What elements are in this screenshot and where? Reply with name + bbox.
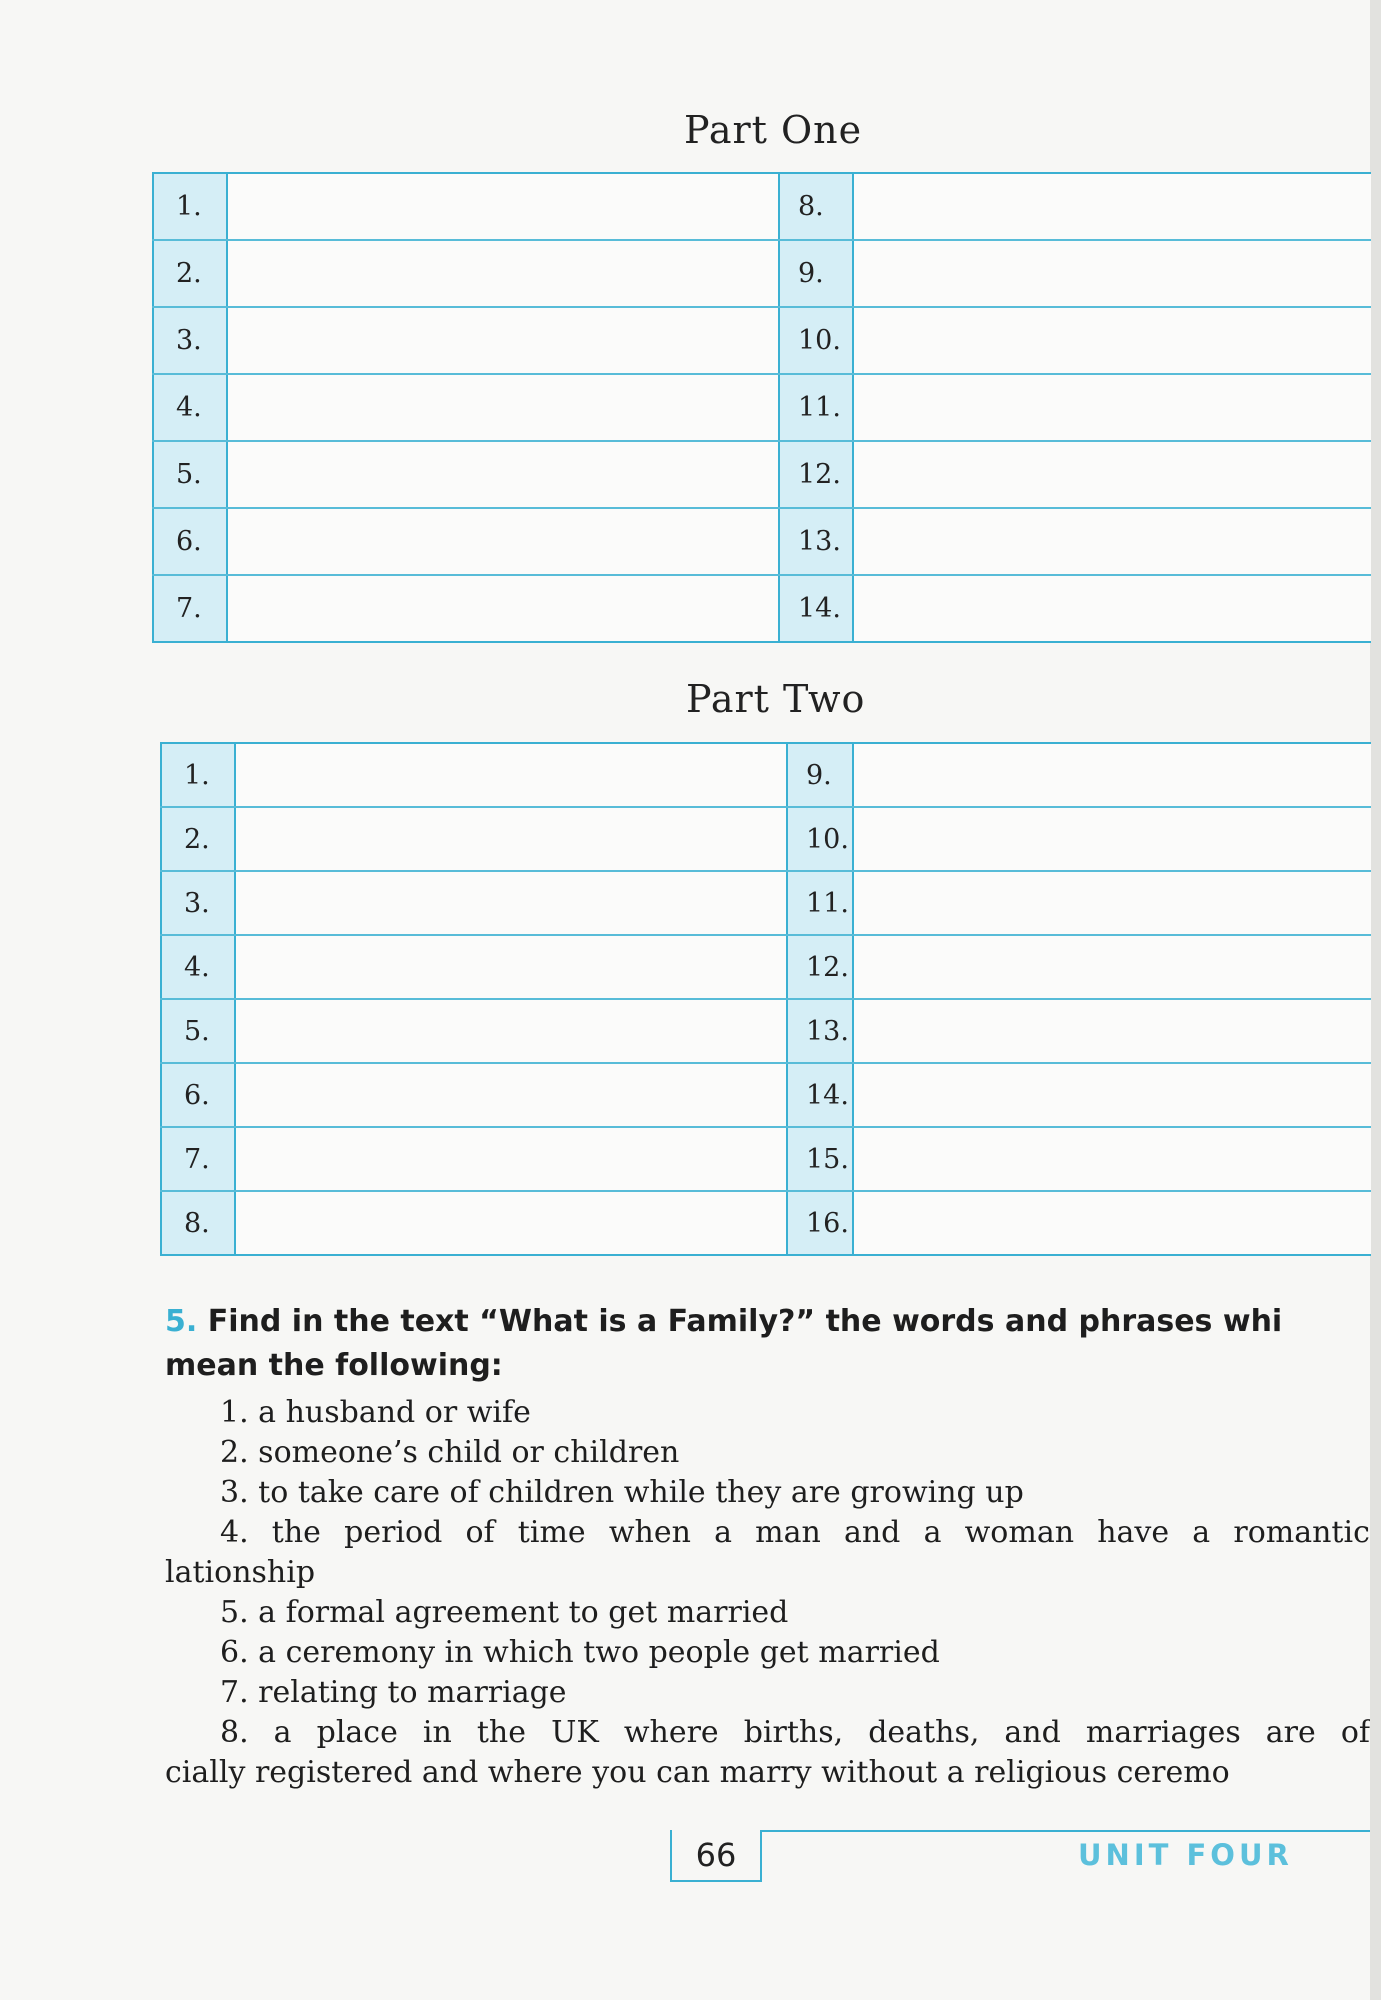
item-number: 2. xyxy=(220,1435,249,1470)
row-number-left: 6. xyxy=(161,1063,235,1127)
item-word: are xyxy=(1265,1715,1316,1750)
row-number-left: 5. xyxy=(161,999,235,1063)
row-number-right: 10. xyxy=(779,307,853,374)
item-text: a ceremony in which two people get married xyxy=(258,1635,940,1670)
table-row xyxy=(161,1063,1371,1127)
item-text: to take care of children while they are growing up xyxy=(258,1475,1024,1510)
row-number-right: 12. xyxy=(787,935,853,999)
row-number-left: 3. xyxy=(161,871,235,935)
item-word: of xyxy=(465,1515,495,1550)
instruction-line-1: Find in the text “What is a Family?” the words and phrases whi xyxy=(207,1304,1283,1339)
list-item xyxy=(165,1713,1370,1753)
answer-blank-left[interactable] xyxy=(235,1191,787,1255)
table-row xyxy=(161,1127,1371,1191)
item-word: a xyxy=(1192,1515,1211,1550)
item-number: 5. xyxy=(220,1595,249,1630)
row-number-left: 1. xyxy=(161,743,235,807)
table-row xyxy=(153,441,1371,508)
item-word: and xyxy=(1004,1715,1061,1750)
table-row xyxy=(161,743,1371,807)
item-word: of xyxy=(1340,1715,1370,1750)
answer-blank-right[interactable] xyxy=(853,441,1371,508)
item-word: a xyxy=(273,1715,292,1750)
answer-blank-right[interactable] xyxy=(853,999,1371,1063)
row-number-right: 13. xyxy=(787,999,853,1063)
item-number: 8. xyxy=(220,1715,249,1750)
row-number-right: 9. xyxy=(787,743,853,807)
unit-label: UNIT FOUR xyxy=(1078,1838,1293,1872)
table-row xyxy=(153,173,1371,240)
row-number-right: 12. xyxy=(779,441,853,508)
row-number-left: 6. xyxy=(153,508,227,575)
answer-blank-right[interactable] xyxy=(853,871,1371,935)
instruction-line-2: mean the following: xyxy=(165,1348,503,1383)
item-text: relating to marriage xyxy=(258,1675,567,1710)
item-text: a formal agreement to get married xyxy=(258,1595,789,1630)
list-item xyxy=(165,1593,1370,1633)
answer-blank-left[interactable] xyxy=(227,173,779,240)
item-text: someone’s child or children xyxy=(258,1435,680,1470)
item-word: and xyxy=(843,1515,901,1550)
table-row xyxy=(153,307,1371,374)
item-number: 4. xyxy=(220,1515,249,1550)
table-row xyxy=(161,935,1371,999)
item-word: UK xyxy=(551,1715,599,1750)
row-number-right: 14. xyxy=(779,575,853,642)
answer-blank-left[interactable] xyxy=(235,999,787,1063)
answer-blank-left[interactable] xyxy=(227,307,779,374)
item-word: woman xyxy=(964,1515,1075,1550)
table-row xyxy=(161,807,1371,871)
row-number-right: 11. xyxy=(787,871,853,935)
item-word: have xyxy=(1097,1515,1170,1550)
row-number-right: 15. xyxy=(787,1127,853,1191)
part-one-title: Part One xyxy=(684,108,863,152)
list-item xyxy=(165,1673,1370,1713)
answer-blank-right[interactable] xyxy=(853,173,1371,240)
item-number: 3. xyxy=(220,1475,249,1510)
row-number-right: 9. xyxy=(779,240,853,307)
answer-blank-right[interactable] xyxy=(853,575,1371,642)
table-row xyxy=(161,1191,1371,1255)
table-row xyxy=(161,871,1371,935)
item-word: a xyxy=(714,1515,732,1550)
row-number-right: 11. xyxy=(779,374,853,441)
item-word: time xyxy=(517,1515,586,1550)
table-row xyxy=(153,374,1371,441)
item-word: births, xyxy=(743,1715,844,1750)
item-word: period xyxy=(344,1515,443,1550)
item-word: romantic xyxy=(1233,1515,1370,1550)
row-number-left: 7. xyxy=(153,575,227,642)
answer-blank-right[interactable] xyxy=(853,307,1371,374)
list-item xyxy=(165,1393,1370,1433)
answer-blank-left[interactable] xyxy=(227,240,779,307)
item-word: in xyxy=(422,1715,452,1750)
table-row xyxy=(161,999,1371,1063)
row-number-right: 8. xyxy=(779,173,853,240)
row-number-left: 4. xyxy=(161,935,235,999)
answer-blank-left[interactable] xyxy=(227,508,779,575)
row-number-right: 10. xyxy=(787,807,853,871)
item-number: 7. xyxy=(220,1675,249,1710)
answer-blank-right[interactable] xyxy=(853,807,1371,871)
exercise-number: 5. xyxy=(165,1304,198,1339)
row-number-left: 3. xyxy=(153,307,227,374)
table-row xyxy=(153,508,1371,575)
answer-blank-left[interactable] xyxy=(235,871,787,935)
item-word: marriages xyxy=(1085,1715,1241,1750)
item-word: when xyxy=(608,1515,691,1550)
footer-rule xyxy=(670,1830,1370,1832)
exercise-5-instruction xyxy=(165,1300,1365,1388)
part-two-title: Part Two xyxy=(686,677,866,721)
list-item-continuation: cially registered and where you can marry without a religious ceremo xyxy=(165,1755,1230,1790)
item-number: 6. xyxy=(220,1635,249,1670)
row-number-left: 4. xyxy=(153,374,227,441)
list-item xyxy=(165,1633,1370,1673)
row-number-left: 2. xyxy=(153,240,227,307)
answer-blank-right[interactable] xyxy=(853,1191,1371,1255)
row-number-right: 16. xyxy=(787,1191,853,1255)
answer-blank-left[interactable] xyxy=(227,441,779,508)
list-item xyxy=(165,1473,1370,1513)
part-one-table xyxy=(152,172,1371,643)
answer-blank-right[interactable] xyxy=(853,508,1371,575)
row-number-right: 13. xyxy=(779,508,853,575)
answer-blank-left[interactable] xyxy=(235,807,787,871)
answer-blank-right[interactable] xyxy=(853,1063,1371,1127)
item-word: the xyxy=(271,1515,321,1550)
row-number-right: 14. xyxy=(787,1063,853,1127)
table-row xyxy=(153,240,1371,307)
list-item xyxy=(165,1433,1370,1473)
item-word: deaths, xyxy=(868,1715,980,1750)
answer-blank-left[interactable] xyxy=(235,1063,787,1127)
item-word: man xyxy=(755,1515,821,1550)
answer-blank-right[interactable] xyxy=(853,935,1371,999)
answer-blank-right[interactable] xyxy=(853,743,1371,807)
table-row xyxy=(153,575,1371,642)
answer-blank-left[interactable] xyxy=(235,1127,787,1191)
item-word: place xyxy=(316,1715,398,1750)
row-number-left: 1. xyxy=(153,173,227,240)
item-word: a xyxy=(923,1515,942,1550)
answer-blank-right[interactable] xyxy=(853,1127,1371,1191)
part-two-table xyxy=(160,742,1371,1256)
item-number: 1. xyxy=(220,1395,249,1430)
page-number: 66 xyxy=(670,1830,762,1882)
row-number-left: 5. xyxy=(153,441,227,508)
exercise-5-items xyxy=(165,1393,1370,1793)
answer-blank-right[interactable] xyxy=(853,240,1371,307)
page-edge-shadow xyxy=(1370,0,1381,2000)
item-word: where xyxy=(623,1715,719,1750)
answer-blank-left[interactable] xyxy=(227,575,779,642)
item-word: the xyxy=(476,1715,527,1750)
row-number-left: 8. xyxy=(161,1191,235,1255)
item-text: a husband or wife xyxy=(258,1395,531,1430)
answer-blank-left[interactable] xyxy=(235,935,787,999)
list-item xyxy=(165,1513,1370,1553)
answer-blank-left[interactable] xyxy=(227,374,779,441)
list-item-continuation: lationship xyxy=(165,1555,316,1590)
row-number-left: 7. xyxy=(161,1127,235,1191)
answer-blank-left[interactable] xyxy=(235,743,787,807)
answer-blank-right[interactable] xyxy=(853,374,1371,441)
row-number-left: 2. xyxy=(161,807,235,871)
